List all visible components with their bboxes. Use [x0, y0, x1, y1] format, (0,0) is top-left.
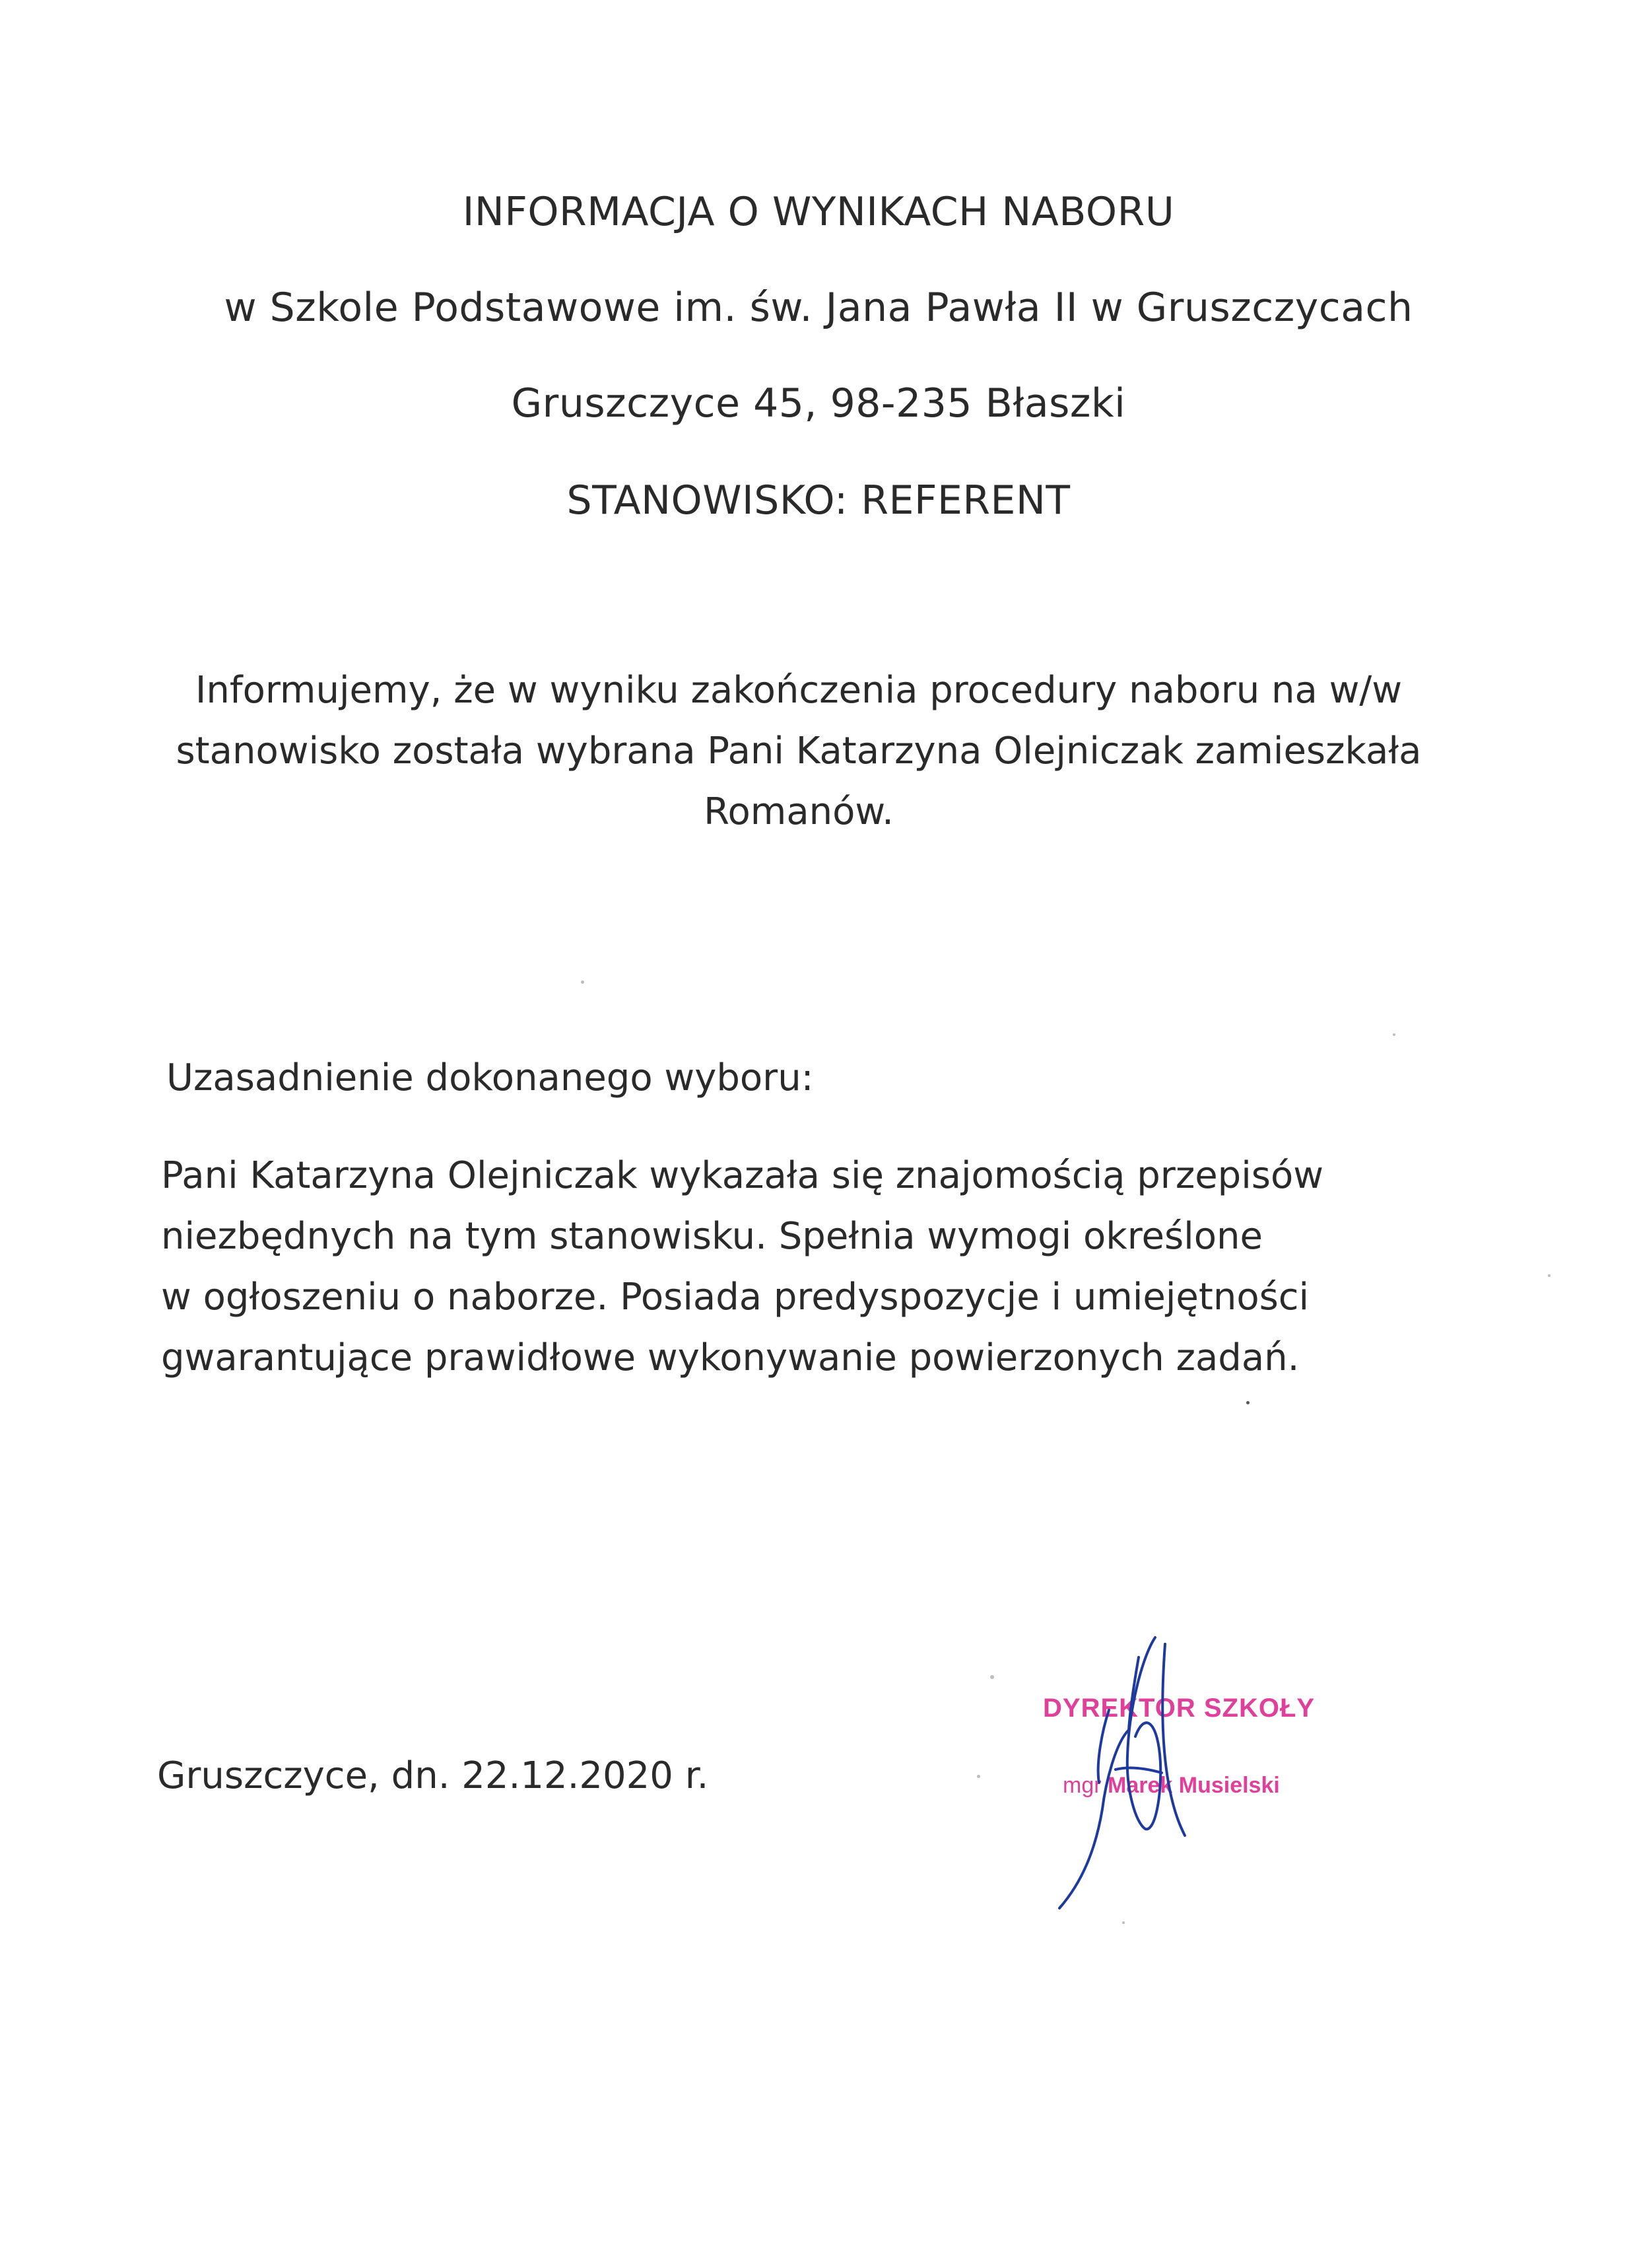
intro-paragraph: Informujemy, że w wyniku zakończenia procedury naboru na w/w stanowisko została wybrana Pani Katarzyna Olejniczak zamieszkała Romanów.	[176, 669, 1422, 833]
justification-paragraph	[161, 1146, 1324, 1389]
scan-speck	[990, 1675, 994, 1679]
justification-heading: Uzasadnienie dokonanego wyboru:	[166, 1056, 814, 1099]
justification-line: Pani Katarzyna Olejniczak wykazała się znajomością przepisów	[161, 1154, 1324, 1197]
scan-speck	[977, 1775, 980, 1778]
scan-speck	[1122, 1921, 1125, 1924]
scan-speck	[1393, 1033, 1395, 1036]
handwritten-signature	[1030, 1631, 1228, 1921]
justification-line: niezbędnych na tym stanowisku. Spełnia wymogi określone	[161, 1215, 1263, 1258]
scan-speck	[1548, 1274, 1551, 1277]
stamp-title: DYREKTOR SZKOŁY	[1043, 1694, 1316, 1723]
justification-line: gwarantujące prawidłowe wykonywanie powierzonych zadań.	[161, 1336, 1300, 1379]
justification-line: w ogłoszeniu o naborze. Posiada predyspozycje i umiejętności	[161, 1276, 1310, 1319]
stamp-name-prefix: mgr	[1063, 1773, 1102, 1798]
stamp-name-value: Marek Musielski	[1108, 1773, 1280, 1798]
scan-speck	[1246, 1401, 1250, 1404]
school-name: w Szkole Podstawowe im. św. Jana Pawła II w Gruszczycach	[224, 285, 1413, 331]
place-date: Gruszczyce, dn. 22.12.2020 r.	[157, 1754, 709, 1797]
school-address: Gruszczyce 45, 98-235 Błaszki	[511, 380, 1126, 427]
scan-speck	[581, 980, 584, 984]
document-title: INFORMACJA O WYNIKACH NABORU	[462, 189, 1175, 235]
position-title: STANOWISKO: REFERENT	[566, 477, 1071, 524]
